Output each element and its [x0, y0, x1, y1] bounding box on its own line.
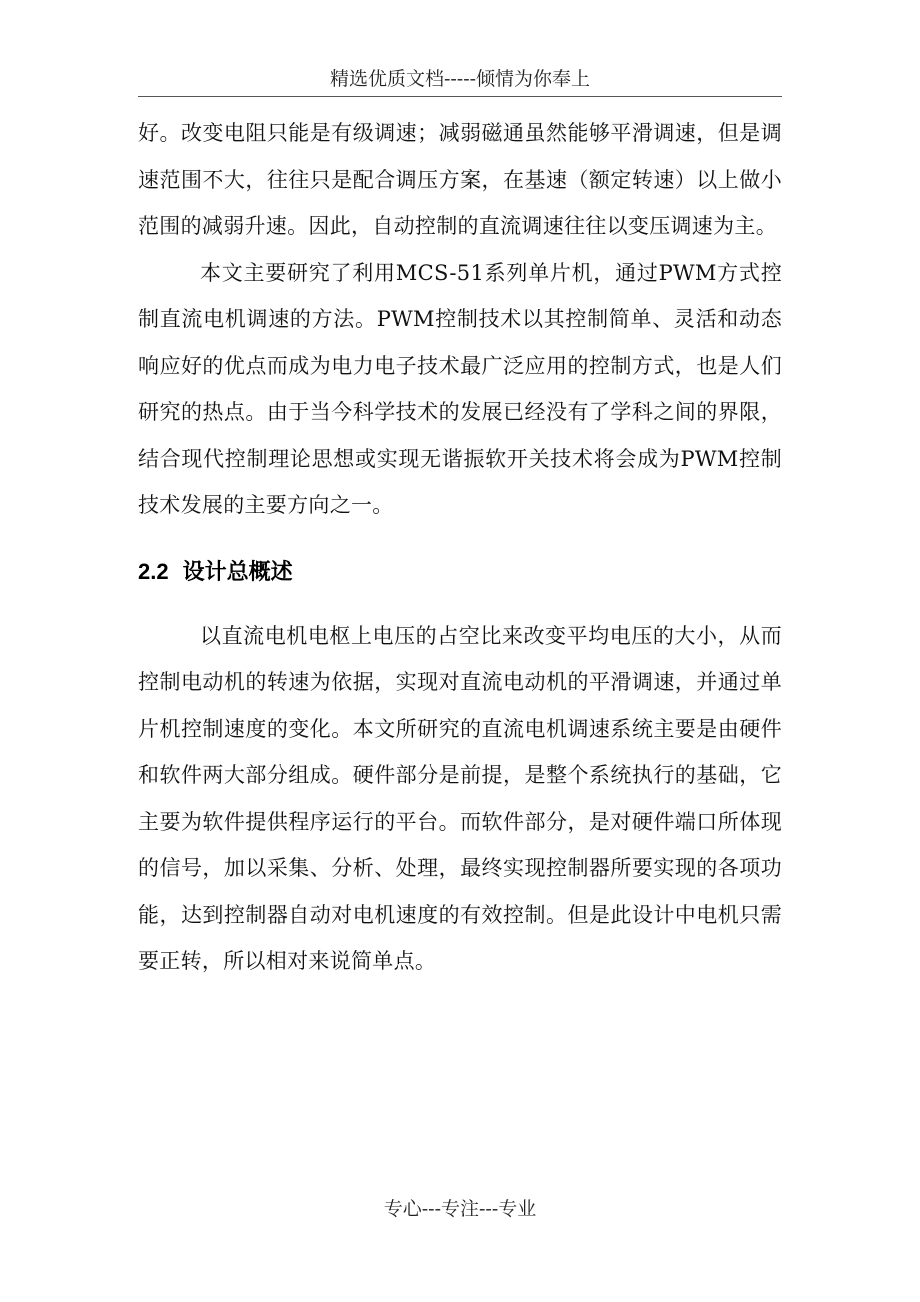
document-body [138, 110, 782, 985]
page-footer [138, 1192, 782, 1226]
header-text: 精选优质文档-----倾情为你奉上 [329, 68, 591, 90]
footer-text: 专心---专注---专业 [383, 1198, 537, 1220]
paragraph-continued: 好。改变电阻只能是有级调速；减弱磁通虽然能够平滑调速，但是调速范围不大，往往只是配合调压方案，在基速（额定转速）以上做小范围的减弱升速。因此，自动控制的直流调速往往以变压调速为主。 [138, 121, 782, 238]
section-number: 2.2 [138, 558, 169, 584]
paragraph-research-method: 本文主要研究了利用MCS-51系列单片机，通过PWM方式控制直流电机调速的方法。PWM控制技术以其控制简单、灵活和动态响应好的优点而成为电力电子技术最广泛应用的控制方式，也是人们研究的热点。由于当今科学技术的发展已经没有了学科之间的界限，结合现代控制理论思想或实现无谐振软开关技术将会成为PWM控制技术发展的主要方向之一。 [138, 260, 782, 517]
section-title: 设计总概述 [182, 558, 293, 584]
paragraph-design-overview: 以直流电机电枢上电压的占空比来改变平均电压的大小，从而控制电动机的转速为依据，实现对直流电动机的平滑调速，并通过单片机控制速度的变化。本文所研究的直流电机调速系统主要是由硬件和软件两大部分组成。硬件部分是前提，是整个系统执行的基础，它主要为软件提供程序运行的平台。而软件部分，是对硬件端口所体现的信号，加以采集、分析、处理，最终实现控制器所要实现的各项功能，达到控制器自动对电机速度的有效控制。但是此设计中电机只需要正转，所以相对来说简单点。 [138, 623, 782, 973]
page-header [138, 62, 782, 97]
section-heading [138, 555, 782, 589]
